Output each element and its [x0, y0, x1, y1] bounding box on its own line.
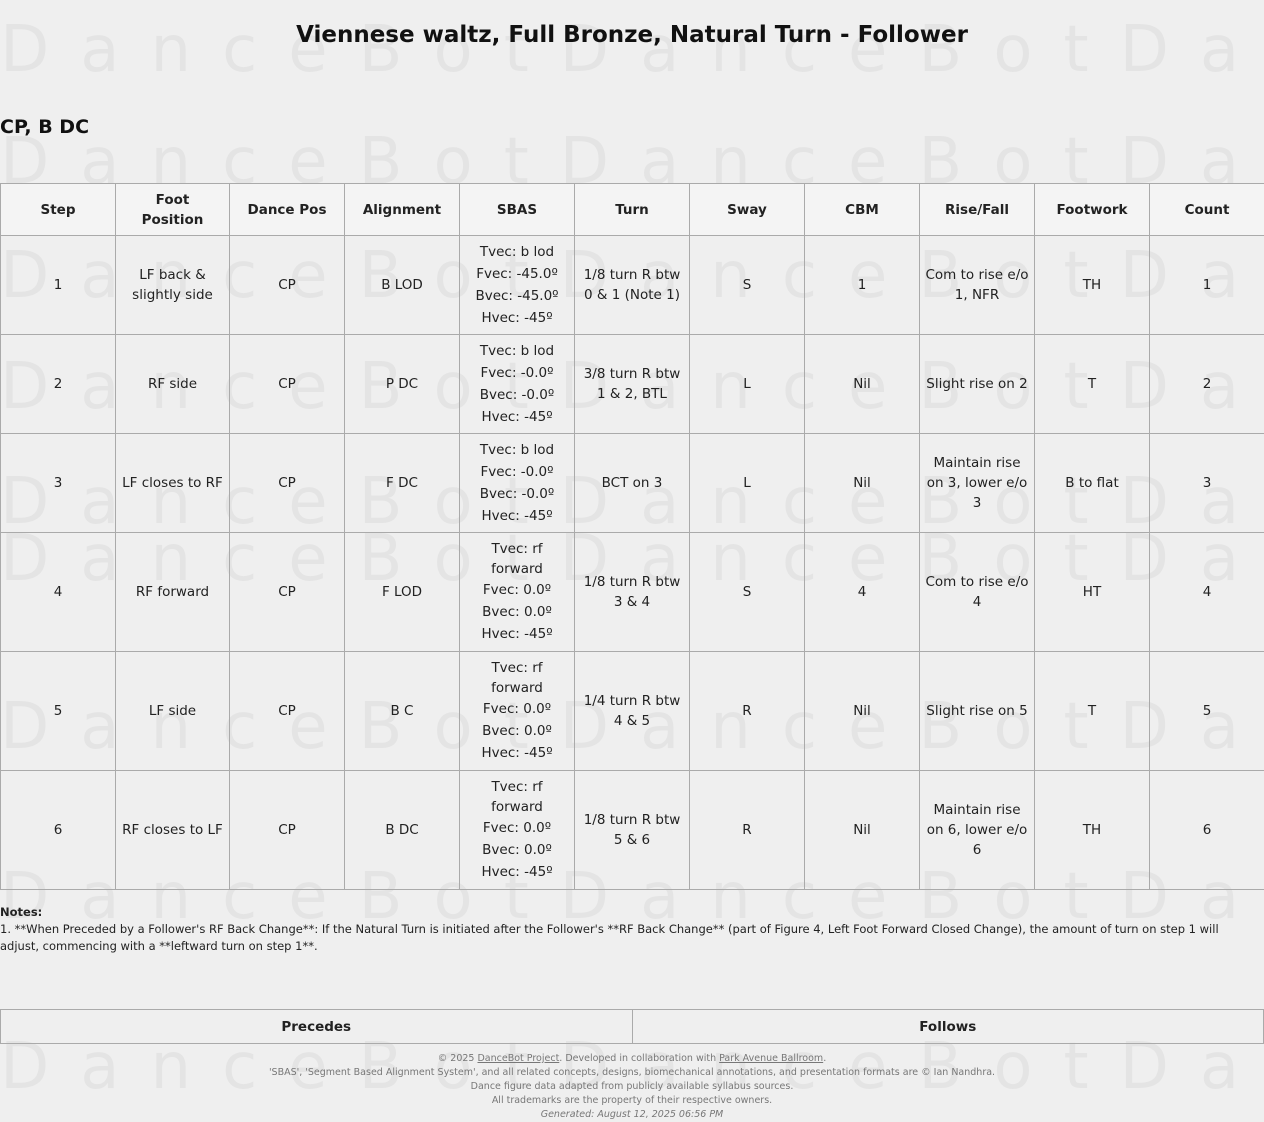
- cell-sway: L: [690, 434, 805, 533]
- copyright-line: [0, 1052, 1264, 1066]
- cell-alignment: B DC: [345, 771, 460, 890]
- sbas-tvec: Tvec: rf forward: [491, 779, 543, 815]
- cell-turn: 1/8 turn R btw 0 & 1 (Note 1): [575, 236, 690, 335]
- cell-turn: 3/8 turn R btw 1 & 2, BTL: [575, 335, 690, 434]
- notes-section: [0, 904, 1258, 955]
- sbas-bvec: Bvec: 0.0º: [482, 842, 552, 858]
- cell-sbas: [460, 652, 575, 771]
- cell-alignment: B C: [345, 652, 460, 771]
- cell-sbas: [460, 771, 575, 890]
- cell-foot-position: RF forward: [116, 533, 230, 652]
- cell-rise-fall: Slight rise on 2: [920, 335, 1035, 434]
- cell-sway: R: [690, 771, 805, 890]
- sbas-tvec: Tvec: rf forward: [491, 660, 543, 696]
- sbas-hvec: Hvec: -45º: [481, 409, 553, 425]
- cell-footwork: T: [1035, 335, 1150, 434]
- cell-sway: S: [690, 236, 805, 335]
- sbas-bvec: Bvec: -0.0º: [479, 486, 555, 502]
- cell-cbm: Nil: [805, 771, 920, 890]
- cell-count: 1: [1150, 236, 1264, 335]
- table-row: [1, 335, 1264, 434]
- cell-cbm: Nil: [805, 434, 920, 533]
- sbas-hvec: Hvec: -45º: [481, 864, 553, 880]
- table-row: [1, 533, 1264, 652]
- page-footer: [0, 1052, 1264, 1122]
- cell-rise-fall: Maintain rise on 6, lower e/o 6: [920, 771, 1035, 890]
- cell-sbas: [460, 533, 575, 652]
- steps-table: [0, 183, 1264, 890]
- table-row: [1, 434, 1264, 533]
- cell-step: 1: [1, 236, 116, 335]
- cell-footwork: HT: [1035, 533, 1150, 652]
- cell-sway: R: [690, 652, 805, 771]
- foot-position-header-text: Foot Position: [141, 191, 204, 228]
- cell-cbm: 1: [805, 236, 920, 335]
- precedes-header: Precedes: [1, 1010, 633, 1044]
- section-heading: CP, B DC: [0, 116, 90, 138]
- cell-count: 6: [1150, 771, 1264, 890]
- sbas-bvec: Bvec: 0.0º: [482, 604, 552, 620]
- column-header-sbas: SBAS: [460, 184, 575, 236]
- page-title: Viennese waltz, Full Bronze, Natural Turn - Follower: [296, 22, 968, 48]
- sbas-tvec: Tvec: rf forward: [491, 541, 543, 577]
- table-row: [1, 771, 1264, 890]
- cell-alignment: F LOD: [345, 533, 460, 652]
- trademark-line: All trademarks are the property of their respective owners.: [491, 1095, 773, 1106]
- cell-turn: 1/8 turn R btw 3 & 4: [575, 533, 690, 652]
- column-header-turn: Turn: [575, 184, 690, 236]
- cell-count: 5: [1150, 652, 1264, 771]
- column-header-footwork: Footwork: [1035, 184, 1150, 236]
- cell-step: 2: [1, 335, 116, 434]
- cell-sway: L: [690, 335, 805, 434]
- sbas-fvec: Fvec: 0.0º: [482, 820, 552, 836]
- cell-count: 2: [1150, 335, 1264, 434]
- cell-dance-pos: CP: [230, 652, 345, 771]
- note-item: 1. **When Preceded by a Follower's RF Back Change**: If the Natural Turn is initiated after the Follower's **RF Back Change** (part of Figure 4, Left Foot Forward Closed Change), the amount of turn on step 1 will adjust, commencing with a **leftward turn on step 1**.: [0, 922, 1219, 953]
- cell-dance-pos: CP: [230, 771, 345, 890]
- cell-alignment: F DC: [345, 434, 460, 533]
- sbas-bvec: Bvec: 0.0º: [482, 723, 552, 739]
- cell-count: 3: [1150, 434, 1264, 533]
- cell-step: 5: [1, 652, 116, 771]
- copyright-middle: . Developed in collaboration with: [559, 1053, 720, 1064]
- cell-turn: 1/8 turn R btw 5 & 6: [575, 771, 690, 890]
- cell-step: 6: [1, 771, 116, 890]
- cell-dance-pos: CP: [230, 533, 345, 652]
- park-avenue-ballroom-link[interactable]: Park Avenue Ballroom: [719, 1053, 824, 1064]
- sbas-hvec: Hvec: -45º: [481, 310, 553, 326]
- cell-rise-fall: Com to rise e/o 4: [920, 533, 1035, 652]
- cell-cbm: Nil: [805, 335, 920, 434]
- table-header-row: [1, 184, 1264, 236]
- cell-footwork: TH: [1035, 771, 1150, 890]
- generated-timestamp: Generated: August 12, 2025 06:56 PM: [540, 1109, 724, 1120]
- cell-rise-fall: Maintain rise on 3, lower e/o 3: [920, 434, 1035, 533]
- cell-sbas: [460, 236, 575, 335]
- cell-foot-position: LF closes to RF: [116, 434, 230, 533]
- cell-turn: BCT on 3: [575, 434, 690, 533]
- cell-dance-pos: CP: [230, 236, 345, 335]
- data-source-line: Dance figure data adapted from publicly available syllabus sources.: [470, 1081, 794, 1092]
- sbas-fvec: Fvec: 0.0º: [482, 701, 552, 717]
- cell-foot-position: RF closes to LF: [116, 771, 230, 890]
- sbas-fvec: Fvec: -0.0º: [480, 365, 554, 381]
- cell-footwork: T: [1035, 652, 1150, 771]
- cell-cbm: Nil: [805, 652, 920, 771]
- cell-sbas: [460, 335, 575, 434]
- table-row: [1, 652, 1264, 771]
- cell-rise-fall: Slight rise on 5: [920, 652, 1035, 771]
- column-header-step: Step: [1, 184, 116, 236]
- column-header-foot-position: [116, 184, 230, 236]
- cell-rise-fall: Com to rise e/o 1, NFR: [920, 236, 1035, 335]
- cell-foot-position: LF back & slightly side: [116, 236, 230, 335]
- sbas-tvec: Tvec: b lod: [479, 244, 555, 260]
- cell-alignment: B LOD: [345, 236, 460, 335]
- sbas-hvec: Hvec: -45º: [481, 626, 553, 642]
- cell-footwork: B to flat: [1035, 434, 1150, 533]
- column-header-sway: Sway: [690, 184, 805, 236]
- cell-dance-pos: CP: [230, 434, 345, 533]
- follows-header: Follows: [632, 1010, 1264, 1044]
- figure-navigation-table: [0, 1009, 1264, 1044]
- dancebot-project-link[interactable]: DanceBot Project: [477, 1053, 560, 1064]
- sbas-tvec: Tvec: b lod: [479, 442, 555, 458]
- table-row: [1, 236, 1264, 335]
- cell-cbm: 4: [805, 533, 920, 652]
- sbas-fvec: Fvec: -0.0º: [480, 464, 554, 480]
- cell-foot-position: LF side: [116, 652, 230, 771]
- cell-sbas: [460, 434, 575, 533]
- cell-count: 4: [1150, 533, 1264, 652]
- cell-footwork: TH: [1035, 236, 1150, 335]
- notes-label: Notes:: [0, 905, 43, 919]
- cell-alignment: P DC: [345, 335, 460, 434]
- cell-step: 3: [1, 434, 116, 533]
- sbas-fvec: Fvec: -45.0º: [476, 266, 558, 282]
- sbas-bvec: Bvec: -45.0º: [475, 288, 559, 304]
- column-header-alignment: Alignment: [345, 184, 460, 236]
- cell-step: 4: [1, 533, 116, 652]
- sbas-tvec: Tvec: b lod: [479, 343, 555, 359]
- sbas-bvec: Bvec: -0.0º: [479, 387, 555, 403]
- column-header-rise-fall: Rise/Fall: [920, 184, 1035, 236]
- sbas-fvec: Fvec: 0.0º: [482, 582, 552, 598]
- cell-sway: S: [690, 533, 805, 652]
- cell-dance-pos: CP: [230, 335, 345, 434]
- column-header-cbm: CBM: [805, 184, 920, 236]
- cell-foot-position: RF side: [116, 335, 230, 434]
- copyright-prefix: © 2025: [437, 1053, 478, 1064]
- sbas-copyright-line: 'SBAS', 'Segment Based Alignment System', and all related concepts, designs, biomechanical annotations, and presentation formats are © Ian Nandhra.: [268, 1067, 996, 1078]
- sbas-hvec: Hvec: -45º: [481, 745, 553, 761]
- sbas-hvec: Hvec: -45º: [481, 508, 553, 524]
- cell-turn: 1/4 turn R btw 4 & 5: [575, 652, 690, 771]
- column-header-count: Count: [1150, 184, 1264, 236]
- copyright-suffix: .: [823, 1053, 827, 1064]
- column-header-dance-pos: Dance Pos: [230, 184, 345, 236]
